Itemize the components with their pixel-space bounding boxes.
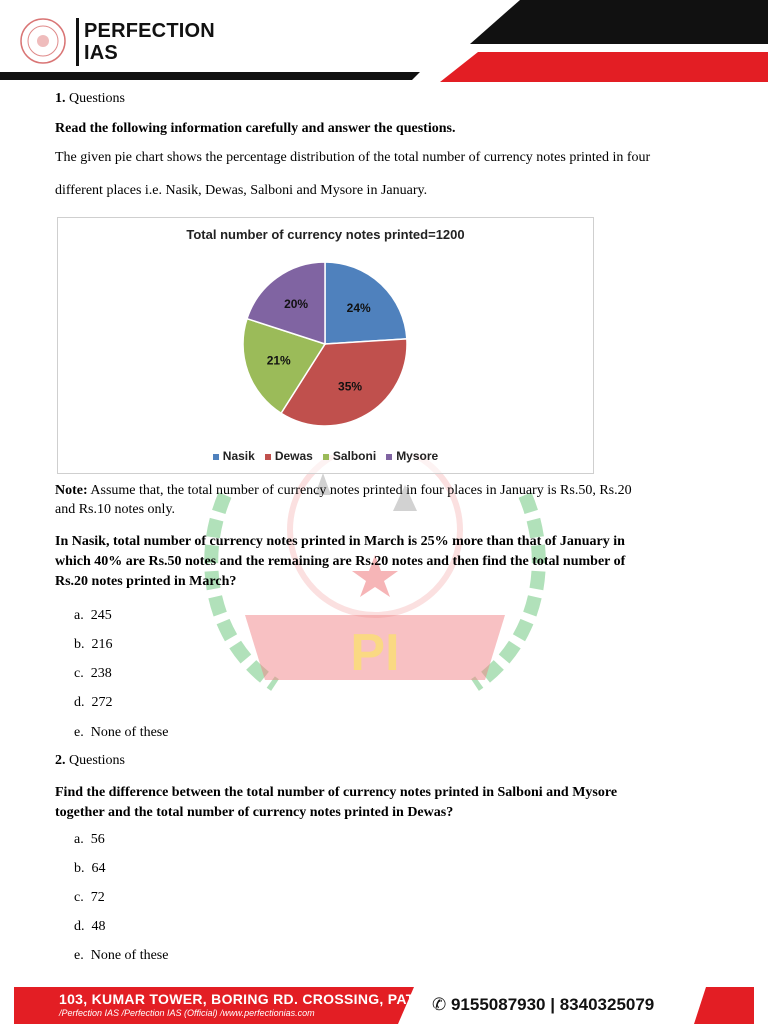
legend-label-nasik: Nasik xyxy=(222,449,255,463)
data-label-nasik: 24% xyxy=(346,301,371,316)
question-2-line-1: Find the difference between the total number of currency notes printed in Salboni and Mysore xyxy=(55,785,618,800)
question-1-intro-line-1: The given pie chart shows the percentage distribution of the total number of currency notes printed in four xyxy=(55,150,651,165)
page-footer xyxy=(14,987,754,1024)
question-1-intro-line-2: different places i.e. Nasik, Dewas, Salboni and Mysore in January. xyxy=(55,183,428,198)
brand-name: PERFECTION IAS xyxy=(84,20,215,64)
page-header xyxy=(0,0,768,84)
question-1-line-3: Rs.20 notes printed in March? xyxy=(55,574,237,589)
footer-address: 103, KUMAR TOWER, BORING RD. CROSSING, PATNA xyxy=(59,991,436,1007)
logo-divider xyxy=(76,18,79,66)
data-label-dewas: 35% xyxy=(338,379,363,394)
legend-label-mysore: Mysore xyxy=(396,449,439,463)
legend-item-dewas xyxy=(265,449,313,463)
footer-stripe xyxy=(694,987,754,1024)
footer-phone[interactable]: ✆ 9155087930 | 8340325079 xyxy=(432,995,655,1014)
question-1-line-1: In Nasik, total number of currency notes printed in March is 25% more than that of January in xyxy=(55,534,625,549)
legend-swatch-salboni xyxy=(323,454,329,460)
note-line-2: and Rs.10 notes only. xyxy=(55,502,176,517)
question-2-option-b[interactable]: b. 64 xyxy=(74,861,106,876)
question-1-line-2: which 40% are Rs.50 notes and the remaining are Rs.20 notes and then find the total number of xyxy=(55,554,626,569)
question-1-option-d[interactable]: d. 272 xyxy=(74,695,113,710)
pie-chart-svg xyxy=(58,218,593,443)
legend-swatch-nasik xyxy=(213,454,219,460)
question-1-option-b[interactable]: b. 216 xyxy=(74,637,113,652)
pie-chart xyxy=(57,217,594,474)
footer-social-links[interactable]: /Perfection IAS /Perfection IAS (Official) /www.perfectionias.com xyxy=(59,1008,315,1018)
data-label-mysore: 20% xyxy=(284,297,309,312)
question-1-header: 1. Questions xyxy=(55,91,125,106)
question-2-header: 2. Questions xyxy=(55,753,125,768)
perfection-ias-seal-icon xyxy=(18,16,68,66)
question-2-option-a[interactable]: a. 56 xyxy=(74,832,105,847)
question-2-option-e[interactable]: e. None of these xyxy=(74,948,169,963)
question-1-option-a[interactable]: a. 245 xyxy=(74,608,112,623)
question-2-option-d[interactable]: d. 48 xyxy=(74,919,106,934)
legend-swatch-dewas xyxy=(265,454,271,460)
legend-item-salboni xyxy=(323,449,376,463)
data-label-salboni: 21% xyxy=(266,353,291,368)
question-2-line-2: together and the total number of currency notes printed in Dewas? xyxy=(55,805,454,820)
question-2-option-c[interactable]: c. 72 xyxy=(74,890,105,905)
watermark-text: PI xyxy=(350,624,400,682)
chart-title: Total number of currency notes printed=1200 xyxy=(186,227,465,242)
legend-item-mysore xyxy=(386,449,438,463)
legend-label-dewas: Dewas xyxy=(274,449,313,463)
legend-item-nasik xyxy=(213,449,255,463)
chart-legend xyxy=(58,449,593,463)
legend-swatch-mysore xyxy=(386,454,392,460)
note-line-1: Note: Assume that, the total number of currency notes printed in four places in January is Rs.50, Rs.20 xyxy=(55,483,632,498)
question-1-option-e[interactable]: e. None of these xyxy=(74,725,169,740)
question-1-option-c[interactable]: c. 238 xyxy=(74,666,112,681)
legend-label-salboni: Salboni xyxy=(332,449,377,463)
question-1-instruction: Read the following information carefully and answer the questions. xyxy=(55,121,456,136)
